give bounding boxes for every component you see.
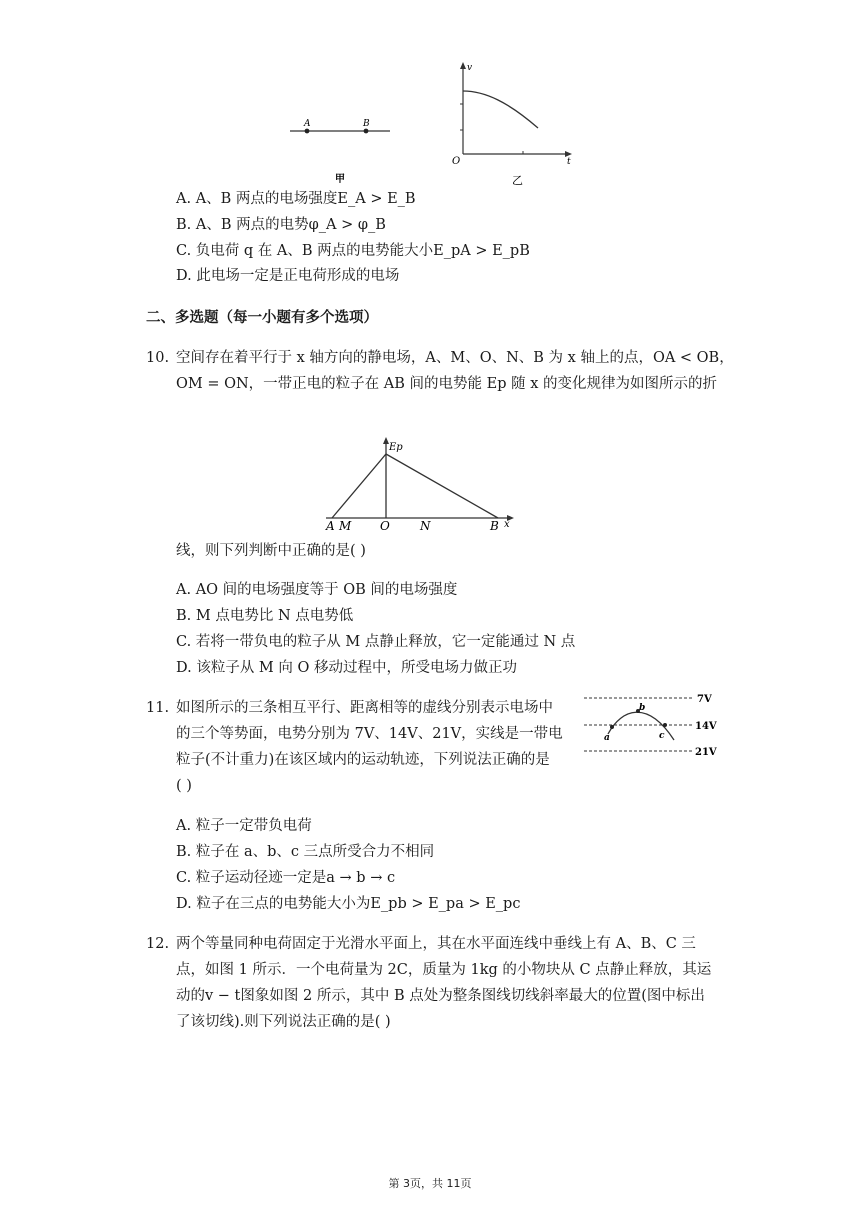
q9-option-a: A. A、B 两点的电场强度E_A > E_B: [176, 191, 416, 207]
q11-equipotential-figure: [582, 688, 722, 758]
point-a-label: A: [326, 519, 335, 533]
q9-option-b: B. A、B 两点的电势φ_A > φ_B: [176, 217, 386, 233]
potential-21v-label: 21V: [695, 747, 717, 758]
point-m-label: M: [339, 519, 352, 533]
q11-text-line-3: 粒子(不计重力)在该区域内的运动轨迹，下列说法正确的是: [176, 752, 550, 768]
point-c-label: c: [659, 731, 665, 741]
q10-option-d: D. 该粒子从 M 向 O 移动过程中，所受电场力做正功: [176, 660, 517, 676]
point-b-label: b: [639, 703, 646, 713]
q9-option-c: C. 负电荷 q 在 A、B 两点的电势能大小E_pA > E_pB: [176, 243, 530, 259]
q10-ep-figure: [322, 434, 522, 534]
point-b-label: B: [490, 519, 499, 533]
origin-label: O: [452, 156, 461, 167]
q11-option-b: B. 粒子在 a、b、c 三点所受合力不相同: [176, 844, 435, 860]
q11-option-d: D. 粒子在三点的电势能大小为E_pb > E_pa > E_pc: [176, 896, 521, 912]
q11-text-line-1: 如图所示的三条相互平行、距离相等的虚线分别表示电场中: [176, 700, 553, 716]
q12-text-line-2: 点，如图 1 所示．一个电荷量为 2C，质量为 1kg 的小物块从 C 点静止释放，其运: [176, 962, 712, 978]
q11-text-line-2: 的三个等势面，电势分别为 7V、14V、21V，实线是一带电: [176, 726, 563, 742]
point-n-label: N: [420, 519, 431, 533]
q10-text-line-3: 线，则下列判断中正确的是( ): [176, 543, 366, 559]
point-o-label: O: [380, 519, 390, 533]
axis-v-label: v: [467, 63, 473, 73]
q9-option-d: D. 此电场一定是正电荷形成的电场: [176, 268, 400, 284]
point-a-label: a: [604, 733, 610, 743]
q10-option-c: C. 若将一带负电的粒子从 M 点静止释放，它一定能通过 N 点: [176, 634, 576, 650]
x-axis-label: x: [504, 519, 510, 530]
q10-option-b: B. M 点电势比 N 点电势低: [176, 608, 354, 624]
label-jia: 甲: [335, 174, 345, 185]
label-yi: 乙: [512, 174, 523, 187]
q12-text-line-3: 动的v − t图象如图 2 所示，其中 B 点处为整条图线切线斜率最大的位置(图中标出: [176, 988, 705, 1004]
axis-t-label: t: [567, 157, 571, 167]
q12-text-line-1: 两个等量同种电荷固定于光滑水平面上，其在水平面连线中垂线上有 A、B、C 三: [176, 936, 696, 952]
q10-option-a: A. AO 间的电场强度等于 OB 间的电场强度: [176, 582, 458, 598]
q11-option-c: C. 粒子运动径迹一定是a → b → c: [176, 870, 396, 886]
page-footer: 第 3页，共 11页: [388, 1177, 472, 1190]
section-heading: 二、多选题（每一小题有多个选项）: [146, 310, 378, 326]
q12-number: 12.: [146, 936, 170, 952]
q11-option-a: A. 粒子一定带负电荷: [176, 818, 312, 834]
figure-jia-yi: [280, 60, 590, 188]
q10-text-line-1: 空间存在着平行于 x 轴方向的静电场，A、M、O、N、B 为 x 轴上的点，OA < OB，: [176, 350, 734, 366]
q10-number: 10.: [146, 350, 170, 366]
potential-14v-label: 14V: [695, 721, 717, 732]
potential-7v-label: 7V: [697, 694, 712, 705]
q12-text-line-4: 了该切线).则下列说法正确的是( ): [176, 1014, 391, 1030]
q11-number: 11.: [146, 700, 170, 716]
q11-text-line-4: ( ): [176, 778, 192, 794]
q10-text-line-2: OM = ON，一带正电的粒子在 AB 间的电势能 Ep 随 x 的变化规律为如图所示的折: [176, 376, 718, 392]
point-a-label: A: [304, 119, 311, 129]
ep-axis-label: Ep: [389, 442, 403, 453]
point-b-label: B: [363, 119, 370, 129]
